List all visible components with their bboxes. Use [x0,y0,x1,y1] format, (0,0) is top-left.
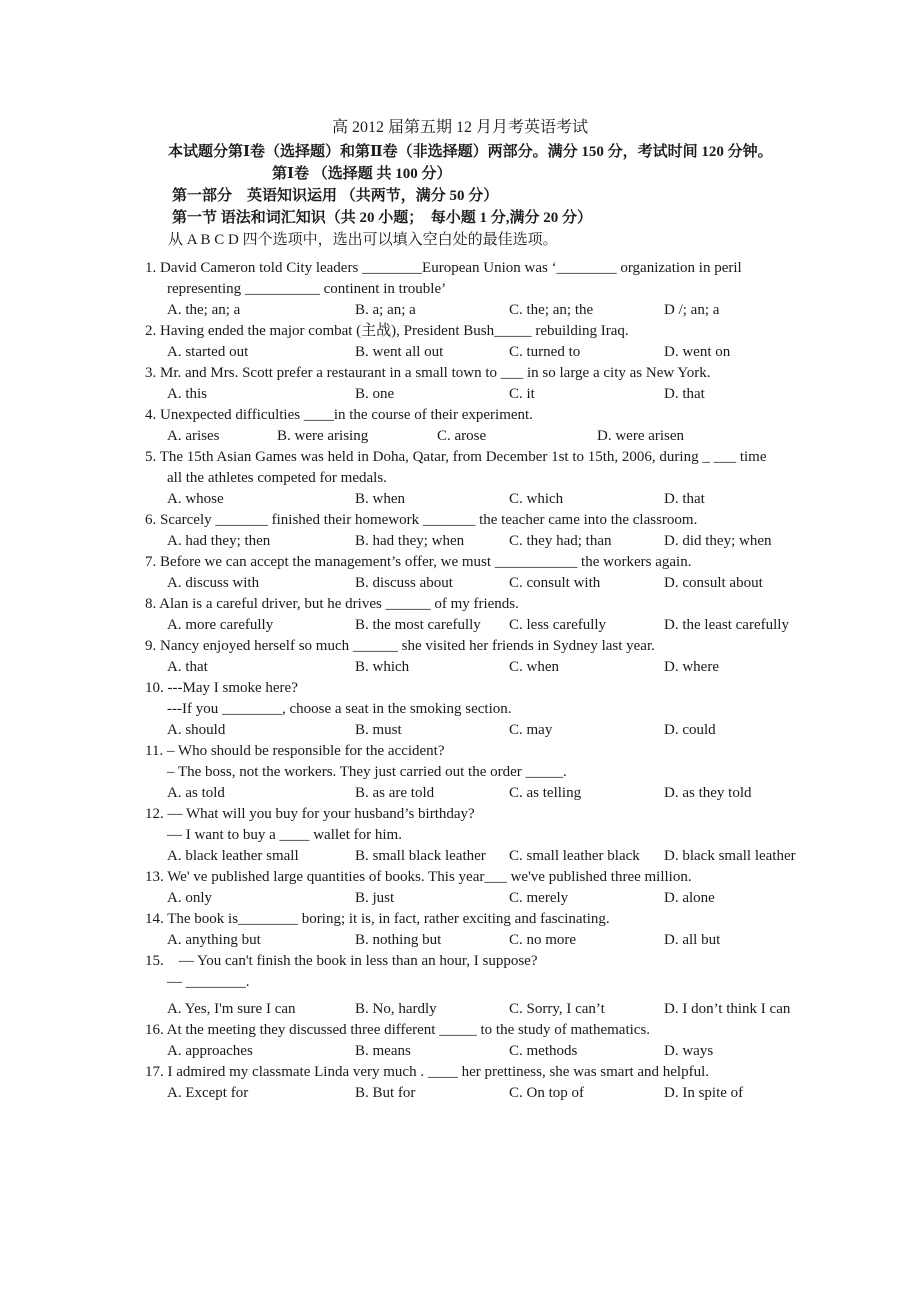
answer-option-a[interactable]: A. black leather small [167,848,299,864]
answer-options [145,846,815,867]
answer-option-a[interactable]: A. the; an; a [167,302,241,318]
answer-option-d[interactable]: D. all but [664,932,721,948]
answer-options [145,384,815,405]
question-stem: 3. Mr. and Mrs. Scott prefer a restaurant in a small town to ___ in so large a city as New York. [145,365,711,381]
question-stem: 11. – Who should be responsible for the accident? [145,743,445,759]
exam-instructions [168,141,818,251]
answer-option-b[interactable]: B. nothing but [355,932,442,948]
answer-option-b[interactable]: B. No, hardly [355,1001,437,1017]
question-5 [145,447,815,510]
question-stem: 2. Having ended the major combat (主战), President Bush_____ rebuilding Iraq. [145,323,629,339]
answer-option-d[interactable]: D. that [664,386,705,402]
answer-options [145,615,815,636]
answer-option-d[interactable]: D. In spite of [664,1085,744,1101]
question-stem: 14. The book is________ boring; it is, in fact, rather exciting and fascinating. [145,911,610,927]
answer-option-d[interactable]: D. were arisen [597,428,685,444]
answer-option-c[interactable]: C. less carefully [509,617,607,633]
question-6 [145,510,815,552]
answer-option-b[interactable]: B. means [355,1043,411,1059]
question-16 [145,1020,815,1062]
question-17 [145,1062,815,1104]
answer-option-d[interactable]: D. consult about [664,575,763,591]
answer-option-b[interactable]: B. which [355,659,410,675]
question-stem: 17. I admired my classmate Linda very much . ____ her prettiness, she was smart and helpful. [145,1064,710,1080]
answer-option-a[interactable]: A. Yes, I'm sure I can [167,1001,296,1017]
answer-option-c[interactable]: C. turned to [509,344,581,360]
section-heading: 第一节 语法和词汇知识（共 20 小题； 每小题 1 分,满分 20 分） [172,210,593,226]
section-directions: 从 A B C D 四个选项中，选出可以填入空白处的最佳选项。 [168,232,558,248]
answer-option-d[interactable]: D. went on [664,344,731,360]
answer-options [145,531,815,552]
question-stem: 6. Scarcely _______ finished their homework _______ the teacher came into the classroom. [145,512,698,528]
answer-option-c[interactable]: C. it [509,386,535,402]
question-stem: 7. Before we can accept the management’s offer, we must ___________ the workers again. [145,554,692,570]
answer-option-c[interactable]: C. merely [509,890,569,906]
question-list [145,258,815,1104]
answer-options [145,573,815,594]
answer-option-a[interactable]: A. discuss with [167,575,260,591]
question-stem: 15. — You can't finish the book in less than an hour, I suppose? [145,953,538,969]
answer-option-d[interactable]: D /; an; a [664,302,720,318]
answer-options [145,342,815,363]
answer-options [145,999,815,1020]
answer-option-a[interactable]: A. that [167,659,208,675]
answer-option-d[interactable]: D. did they; when [664,533,772,549]
answer-option-c[interactable]: C. no more [509,932,577,948]
volume-heading: 第Ⅰ卷 （选择题 共 100 分） [272,166,452,182]
part-heading: 第一部分 英语知识运用 （共两节，满分 50 分） [172,188,499,204]
answer-option-a[interactable]: A. more carefully [167,617,274,633]
question-stem-continuation: representing __________ continent in trouble’ [167,281,447,297]
answer-option-d[interactable]: D. that [664,491,705,507]
answer-option-d[interactable]: D. alone [664,890,715,906]
answer-option-b[interactable]: B. discuss about [355,575,453,591]
answer-options [145,1041,815,1062]
question-stem-continuation: all the athletes competed for medals. [167,470,387,486]
answer-option-d[interactable]: D. black small leather [664,848,796,864]
question-stem: 5. The 15th Asian Games was held in Doha, Qatar, from December 1st to 15th, 2006, during _ ___ time [145,449,767,465]
question-9 [145,636,815,678]
answer-option-a[interactable]: A. anything but [167,932,261,948]
question-stem-continuation: — I want to buy a ____ wallet for him. [167,827,402,843]
answer-option-a[interactable]: A. this [167,386,208,402]
answer-option-a[interactable]: A. approaches [167,1043,253,1059]
answer-option-b[interactable]: B. But for [355,1085,416,1101]
question-stem: 12. — What will you buy for your husband’s birthday? [145,806,475,822]
answer-option-c[interactable]: C. when [509,659,559,675]
question-stem: 8. Alan is a careful driver, but he drives ______ of my friends. [145,596,519,612]
question-1 [145,258,815,321]
question-stem: 9. Nancy enjoyed herself so much ______ she visited her friends in Sydney last year. [145,638,655,654]
answer-option-a[interactable]: A. had they; then [167,533,271,549]
answer-option-b[interactable]: B. a; an; a [355,302,416,318]
answer-option-b[interactable]: B. must [355,722,402,738]
answer-option-d[interactable]: D. as they told [664,785,752,801]
question-15 [145,951,815,1020]
answer-option-c[interactable]: C. On top of [509,1085,584,1101]
question-10 [145,678,815,741]
question-stem-continuation: — ________. [167,974,250,990]
answer-options [145,489,815,510]
answer-option-d[interactable]: D. where [664,659,719,675]
answer-option-c[interactable]: C. they had; than [509,533,612,549]
answer-option-c[interactable]: C. may [509,722,553,738]
answer-option-b[interactable]: B. were arising [277,428,369,444]
question-13 [145,867,815,909]
answer-option-c[interactable]: C. methods [509,1043,578,1059]
answer-option-d[interactable]: D. could [664,722,716,738]
answer-option-a[interactable]: A. started out [167,344,249,360]
answer-option-a[interactable]: A. only [167,890,212,906]
question-stem-continuation: – The boss, not the workers. They just carried out the order _____. [167,764,567,780]
answer-option-b[interactable]: B. had they; when [355,533,465,549]
question-4 [145,405,815,447]
answer-option-c[interactable]: C. as telling [509,785,582,801]
answer-options [145,657,815,678]
answer-option-c[interactable]: C. arose [437,428,487,444]
answer-options [145,1083,815,1104]
answer-options [145,720,815,741]
answer-option-c[interactable]: C. Sorry, I can’t [509,1001,605,1017]
answer-option-b[interactable]: B. the most carefully [355,617,481,633]
answer-option-a[interactable]: A. Except for [167,1085,249,1101]
answer-options [145,426,815,447]
answer-option-a[interactable]: A. whose [167,491,224,507]
question-stem: 13. We' ve published large quantities of books. This year___ we've published three million. [145,869,692,885]
answer-option-c[interactable]: C. which [509,491,564,507]
question-stem: 1. David Cameron told City leaders ________European Union was ‘________ organization in peril [145,260,742,276]
answer-option-b[interactable]: B. small black leather [355,848,486,864]
answer-option-d[interactable]: D. ways [664,1043,714,1059]
question-12 [145,804,815,867]
answer-options [145,783,815,804]
exam-title: 高 2012 届第五期 12 月月考英语考试 [331,119,588,136]
answer-option-d[interactable]: D. I don’t think I can [664,1001,791,1017]
question-7 [145,552,815,594]
answer-option-c[interactable]: C. the; an; the [509,302,594,318]
question-3 [145,363,815,405]
answer-option-d[interactable]: D. the least carefully [664,617,789,633]
answer-options [145,930,815,951]
answer-option-b[interactable]: B. just [355,890,395,906]
answer-option-c[interactable]: C. consult with [509,575,601,591]
question-stem: 4. Unexpected difficulties ____in the course of their experiment. [145,407,533,423]
question-8 [145,594,815,636]
answer-option-b[interactable]: B. went all out [355,344,444,360]
answer-option-b[interactable]: B. as are told [355,785,435,801]
question-11 [145,741,815,804]
question-stem-continuation: ---If you ________, choose a seat in the smoking section. [167,701,512,717]
answer-option-c[interactable]: C. small leather black [509,848,640,864]
question-2 [145,321,815,363]
answer-option-a[interactable]: A. as told [167,785,225,801]
answer-options [145,300,815,321]
question-14 [145,909,815,951]
answer-option-b[interactable]: B. when [355,491,405,507]
question-stem: 16. At the meeting they discussed three different _____ to the study of mathematics. [145,1022,651,1038]
answer-options [145,888,815,909]
answer-option-b[interactable]: B. one [355,386,395,402]
answer-option-a[interactable]: A. arises [167,428,220,444]
question-stem: 10. ---May I smoke here? [145,680,298,696]
answer-option-a[interactable]: A. should [167,722,226,738]
exam-overview: 本试题分第Ⅰ卷（选择题）和第Ⅱ卷（非选择题）两部分。满分 150 分，考试时间 120 分钟。 [168,144,773,160]
